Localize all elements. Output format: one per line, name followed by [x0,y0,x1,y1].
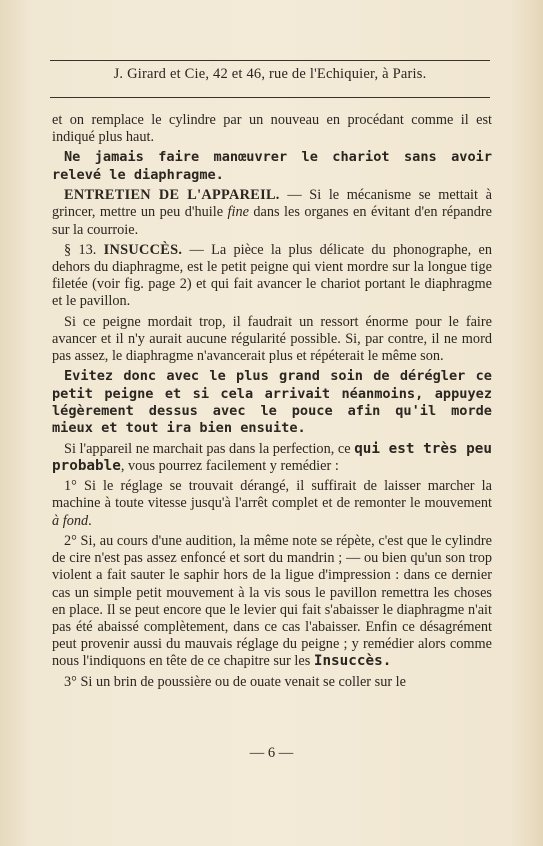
bold-insucces: Insuccès. [313,653,392,670]
insucces-text: — La pièce la plus délicate du phonographe, en dehors du diaphragme, est le petit peigne qui vient mordre sur la longue tige filetée (voir fig. page 2) et qui fait avancer le chariot portant le diaphragme et le pavillon. [52,241,493,310]
paragraph-perfection [52,441,492,475]
italic-a-fond: à fond [52,512,89,529]
perfection-text-a: Si l'appareil ne marchait pas dans la perfection, ce [64,440,355,457]
paragraph-poussiere: 3° Si un brin de poussière ou de ouate venait se coller sur le [64,673,407,690]
warning-peigne: Evitez donc avec le plus grand soin de dérégler ce petit peigne et si cela arrivait néanmoins, appuyez légèrement dessus avec le pouce afin qu'il morde mieux et tout ira bien ensuite. [52,368,492,437]
entretien-text-b: dans les organes en évitant d'en répandre sur la courroie. [52,204,493,238]
heading-entretien: ENTRETIEN DE L'APPAREIL. [64,187,280,204]
page-number: — 6 — [249,745,294,761]
header-rule-top [50,60,490,61]
warning-chariot: Ne jamais faire manœuvrer le chariot sans avoir relevé le diaphragme. [52,149,492,183]
running-header: J. Girard et Cie, 42 et 46, rue de l'Echiquier, à Paris. [113,66,427,82]
section-number: § 13. [64,241,97,258]
body-text [52,112,492,694]
paragraph-continuation: et on remplace le cylindre par un nouveau en procédant comme il est indiqué plus haut. [52,112,492,146]
heading-insucces: INSUCCÈS. [103,241,183,258]
paragraph-insucces [52,242,492,311]
reglage-text-a: 1° Si le réglage se trouvait dérangé, il suffirait de laisser marcher la machine à toute vitesse jusqu'à l'arrêt complet et de remonter le mouvement [52,478,492,512]
bold-peu-probable: qui est très peu probable [52,440,492,475]
header-rule-bottom [50,97,490,98]
italic-fine: fine [227,204,249,221]
perfection-text-b: , vous pourrez facilement y remédier : [120,458,339,475]
entretien-text-a: — Si le mécanisme se mettait à grincer, mettre un peu d'huile [52,187,492,221]
note-repete-text: 2° Si, au cours d'une audition, la même note se répète, c'est que le cylindre de cire n'est pas assez enfoncé et sort du mandrin ; — ou bien qu'un son trop violent a fait sauter le saphir hors de la ligue d'impression : dans ce dernier cas un simple petit mouvement à la vis sous le pavillon remettra les choses en place. Il se peut encore que le levier qui fait s'abaisser le diaphragme n'ait pas été abaissé complètement, dans ce cas l'abaisser. Enfin ce désagrément peut provenir aussi du mauvais réglage du peigne ; y remédier alors comme nous l'indiquons en tête de ce chapitre sur les [52,532,492,670]
paragraph-entretien [52,187,492,239]
paragraph-peigne: Si ce peigne mordait trop, il faudrait un ressort énorme pour le faire avancer et il n'y aurait aucune régularité possible. Si, par contre, il ne mord pas assez, le diaphragme n'avancerait plus et répéterait le même son. [52,313,492,365]
paragraph-reglage [52,478,492,530]
reglage-text-b: . [88,512,92,529]
paragraph-note-repete [52,533,492,671]
